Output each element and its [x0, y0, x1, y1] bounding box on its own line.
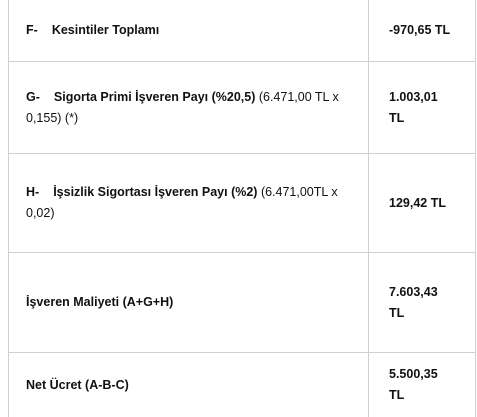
- table-row-net-salary: [9, 353, 475, 417]
- row-value-cell: [369, 253, 475, 352]
- row-value-cell: [369, 353, 475, 417]
- row-label-cell: [9, 353, 369, 417]
- row-value: 7.603,43 TL: [389, 284, 438, 320]
- row-label: Sigorta Primi İşveren Payı (%20,5): [53, 89, 256, 104]
- row-label: Net Ücret (A-B-C): [26, 377, 129, 392]
- row-code: F-: [26, 23, 38, 37]
- row-label-cell: [9, 154, 369, 252]
- table-row-g: [9, 62, 475, 154]
- row-detail: (6.471,00 TL x 0,155) (*): [26, 89, 339, 125]
- row-detail: (6.471,00TL x 0,02): [26, 185, 338, 220]
- row-value-cell: [369, 0, 475, 61]
- row-value: 1.003,01 TL: [389, 89, 438, 125]
- row-label: İşsizlik Sigortası İşveren Payı (%2): [53, 185, 258, 199]
- row-label-cell: [9, 62, 369, 153]
- row-code: G-: [26, 89, 40, 104]
- row-label: İşveren Maliyeti (A+G+H): [26, 295, 174, 309]
- row-code: H-: [26, 185, 40, 199]
- row-label-cell: [9, 0, 369, 61]
- table-row-f: [9, 0, 475, 62]
- row-value-cell: [369, 154, 475, 252]
- salary-cost-table: [8, 0, 476, 417]
- table-row-employer-cost: [9, 253, 475, 353]
- row-value: 129,42 TL: [389, 195, 446, 210]
- row-value-cell: [369, 62, 475, 153]
- row-label-cell: [9, 253, 369, 352]
- table-row-h: [9, 154, 475, 253]
- row-value: -970,65 TL: [389, 23, 451, 37]
- row-label: Kesintiler Toplamı: [51, 23, 160, 37]
- row-value: 5.500,35 TL: [389, 367, 438, 402]
